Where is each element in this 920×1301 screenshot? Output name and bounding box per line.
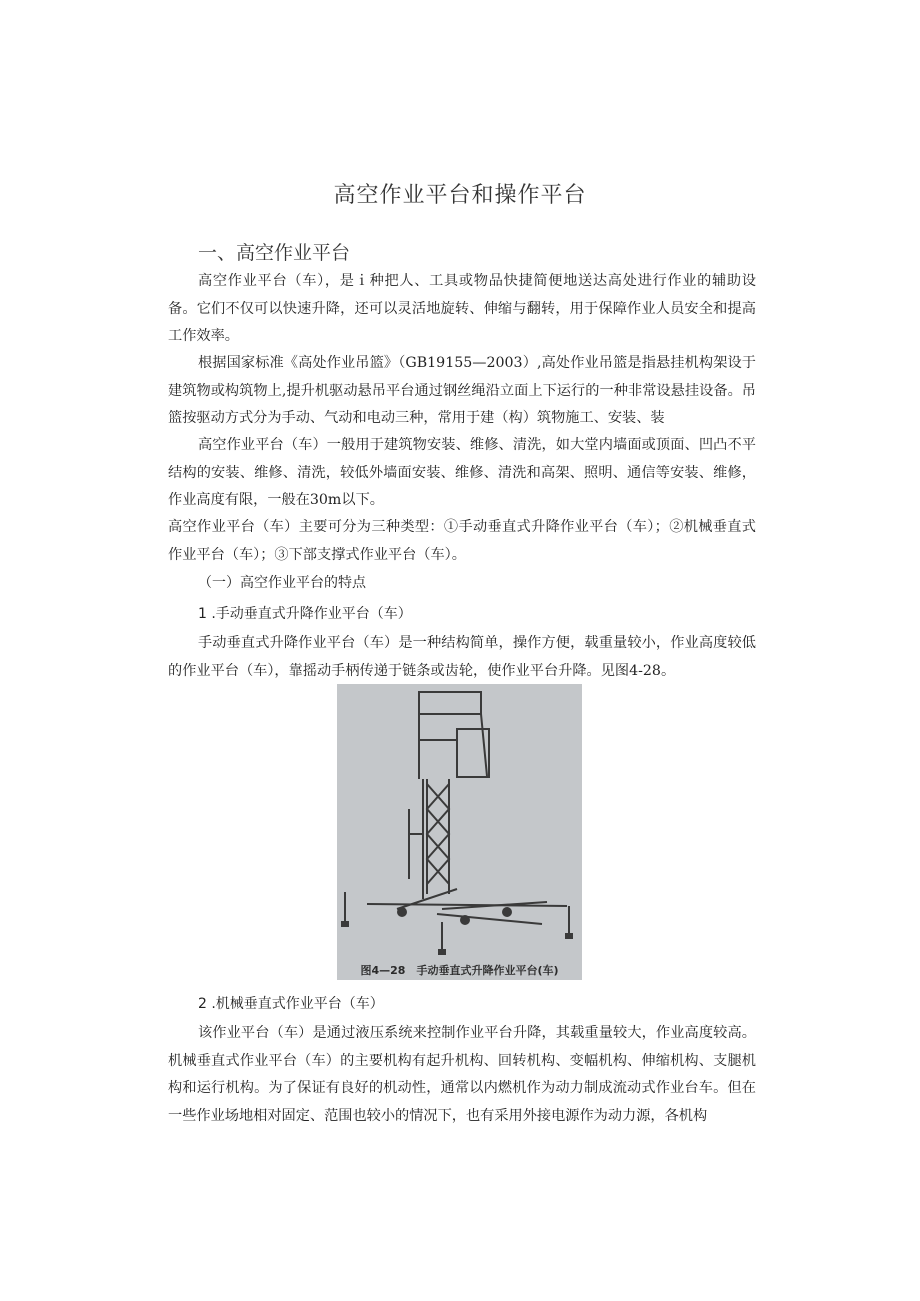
- item-heading-1: 1 .手动垂直式升降作业平台（车）: [198, 606, 412, 622]
- paragraph-usage: 高空作业平台（车）一般用于建筑物安装、维修、清洗，如大堂内墙面或顶面、凹凸不平结构的安装、维修、清洗，较低外墙面安装、维修、清洗和高架、照明、通信等安装、维修，作业高度有限，一般在30m以下。: [168, 437, 756, 508]
- paragraph-mechanical: 该作业平台（车）是通过液压系统来控制作业平台升降，其载重量较大，作业高度较高。机械垂直式作业平台（车）的主要机构有起升机构、回转机构、变幅机构、伸缩机构、支腿机构和运行机构。为了保证有良好的机动性，通常以内燃机作为动力制成流动式作业台车。但在一些作业场地相对固定、范围也较小的情况下，也有采用外接电源作为动力源，各机构: [168, 1025, 756, 1124]
- paragraph-manual: 手动垂直式升降作业平台（车）是一种结构简单，操作方便，载重量较小，作业高度较低的作业平台（车），靠摇动手柄传递于链条或齿轮，使作业平台升降。见图4-28。: [168, 635, 756, 679]
- item-heading-2: 2 .机械垂直式作业平台（车）: [198, 996, 384, 1012]
- lift-platform-illustration: [337, 684, 582, 980]
- figure-lift-platform: [337, 684, 582, 980]
- paragraph-types: 高空作业平台（车）主要可分为三种类型：①手动垂直式升降作业平台（车）；②机械垂直式作业平台（车）；③下部支撑式作业平台（车）。: [168, 519, 756, 563]
- document-title: 高空作业平台和操作平台: [333, 183, 587, 208]
- subsection-heading: （一）高空作业平台的特点: [198, 575, 366, 591]
- paragraph-standard: 根据国家标准《高处作业吊篮》（GB19155—2003）,高处作业吊篮是指悬挂机构架设于建筑物或构筑物上,提升机驱动悬吊平台通过钢丝绳沿立面上下运行的一种非常设悬挂设备。吊篮按驱动方式分为手动、气动和电动三种，常用于建（构）筑物施工、安装、装: [168, 355, 756, 426]
- paragraph-intro: 高空作业平台（车），是ｉ种把人、工具或物品快捷简便地送达高处进行作业的辅助设备。它们不仅可以快速升降，还可以灵活地旋转、伸缩与翻转，用于保障作业人员安全和提高工作效率。: [168, 273, 756, 344]
- figure-caption: 图4—28 手动垂直式升降作业平台(车): [360, 964, 559, 977]
- section-heading: 一、高空作业平台: [198, 242, 351, 264]
